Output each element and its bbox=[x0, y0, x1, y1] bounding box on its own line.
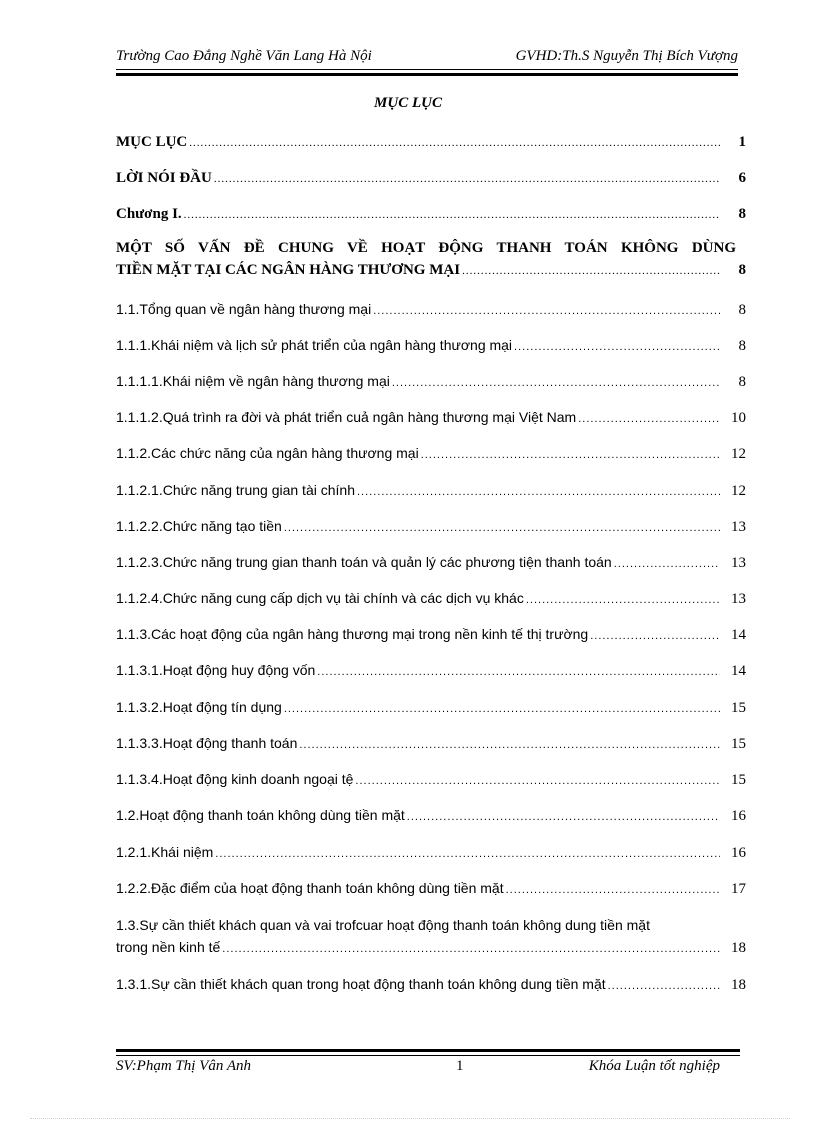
toc-entry-label: LỜI NÓI ĐẦU bbox=[116, 170, 212, 186]
toc-entry-label: trong nền kinh tế bbox=[116, 939, 221, 955]
toc-entry-page: 8 bbox=[738, 374, 746, 390]
toc-entry[interactable] bbox=[116, 406, 748, 428]
toc-leader bbox=[284, 698, 720, 720]
toc-entry-page: 14 bbox=[731, 627, 746, 643]
header-school: Trường Cao Đẳng Nghề Văn Lang Hà Nội bbox=[116, 48, 372, 64]
toc-entry[interactable] bbox=[116, 370, 748, 392]
toc-entry-label: 1.1.3.Các hoạt động của ngân hàng thương mại trong nền kinh tế thị trường bbox=[116, 626, 589, 642]
toc-entry-label: 1.2.Hoạt động thanh toán không dùng tiền mặt bbox=[116, 807, 405, 823]
toc-entry-label: 1.1.2.Các chức năng của ngân hàng thương mại bbox=[116, 445, 419, 461]
toc-entry-label: 1.1.2.4.Chức năng cung cấp dịch vụ tài chính và các dịch vụ khác bbox=[116, 590, 524, 606]
header-rule bbox=[116, 69, 738, 70]
header-advisor: GVHD:Th.S Nguyễn Thị Bích Vượng bbox=[515, 48, 738, 64]
toc-entry-page: 13 bbox=[731, 555, 746, 571]
toc-entry[interactable] bbox=[116, 732, 748, 754]
toc-leader bbox=[373, 300, 720, 322]
footer-student: SV:Phạm Thị Vân Anh bbox=[116, 1058, 251, 1074]
toc-entry-label: 1.2.1.Khái niệm bbox=[116, 844, 214, 860]
toc-entry-page: 14 bbox=[731, 663, 746, 679]
toc-entry[interactable] bbox=[116, 298, 748, 320]
toc-entry[interactable] bbox=[116, 623, 748, 645]
toc-entry[interactable] bbox=[116, 973, 748, 995]
toc-entry-label: TIỀN MẶT TẠI CÁC NGÂN HÀNG THƯƠNG MẠI bbox=[116, 262, 461, 278]
toc-entry-label: MỤC LỤC bbox=[116, 134, 188, 150]
toc-entry[interactable] bbox=[116, 167, 748, 189]
toc-entry-page: 6 bbox=[738, 170, 746, 186]
toc-leader bbox=[357, 481, 720, 503]
toc-entry-label: 1.2.2.Đặc điểm của hoạt động thanh toán không dùng tiền mặt bbox=[116, 880, 504, 896]
toc-entry-page: 13 bbox=[731, 519, 746, 535]
toc-leader bbox=[614, 553, 720, 575]
toc-leader bbox=[214, 168, 720, 190]
toc-leader bbox=[184, 204, 720, 226]
toc-entry-page: 16 bbox=[731, 845, 746, 861]
toc-entry-page: 8 bbox=[738, 262, 746, 278]
footer-rule bbox=[116, 1055, 740, 1056]
toc-entry-page: 10 bbox=[731, 410, 746, 426]
toc-entry[interactable] bbox=[116, 768, 748, 790]
toc-leader bbox=[526, 589, 720, 611]
toc-entry[interactable] bbox=[116, 334, 748, 356]
toc-entry-label: Chương I. bbox=[116, 206, 182, 222]
page-header bbox=[116, 48, 738, 68]
toc-leader bbox=[222, 938, 720, 960]
toc-entry-label: 1.1.2.3.Chức năng trung gian thanh toán và quản lý các phương tiện thanh toán bbox=[116, 554, 612, 570]
toc-entry-label: 1.1.Tổng quan về ngân hàng thương mại bbox=[116, 301, 372, 317]
toc-entry-page: 8 bbox=[738, 338, 746, 354]
toc-entry[interactable] bbox=[116, 551, 748, 573]
toc-entry-page: 13 bbox=[731, 591, 746, 607]
toc-leader bbox=[608, 975, 720, 997]
toc-leader bbox=[392, 372, 720, 394]
toc-entry-label: 1.3.1.Sự cần thiết khách quan trong hoạt động thanh toán không dung tiền mặt bbox=[116, 976, 606, 992]
toc-entry-page: 17 bbox=[731, 881, 746, 897]
toc-entry[interactable] bbox=[116, 587, 748, 609]
toc-entry-page: 8 bbox=[738, 302, 746, 318]
toc-entry[interactable] bbox=[116, 442, 748, 464]
toc-entry-label-line1: MỘT SỐ VẤN ĐỀ CHUNG VỀ HOẠT ĐỘNG THANH TOÁN KHÔNG DÙNG bbox=[116, 240, 736, 256]
toc-entry-chapter[interactable] bbox=[116, 237, 748, 281]
page-edge-divider bbox=[30, 1118, 790, 1119]
toc-entry[interactable] bbox=[116, 203, 748, 225]
toc-entry[interactable] bbox=[116, 479, 748, 501]
toc-entry-page: 1 bbox=[738, 134, 746, 150]
toc-leader bbox=[189, 132, 720, 154]
header-rule-thick bbox=[116, 73, 738, 76]
toc-leader bbox=[355, 770, 720, 792]
toc-entry-label: 1.1.3.2.Hoạt động tín dụng bbox=[116, 699, 282, 715]
toc-leader bbox=[299, 734, 720, 756]
footer-page-number: 1 bbox=[456, 1058, 464, 1074]
toc-entry-page: 12 bbox=[731, 483, 746, 499]
toc-entry-page: 8 bbox=[738, 206, 746, 222]
toc-entry-label: 1.1.3.3.Hoạt động thanh toán bbox=[116, 735, 298, 751]
toc-entry-label: 1.1.3.1.Hoạt động huy động vốn bbox=[116, 662, 316, 678]
toc-entry-label: 1.1.1.2.Quá trình ra đời và phát triển cuả ngân hàng thương mại Việt Nam bbox=[116, 409, 577, 425]
toc-leader bbox=[506, 879, 720, 901]
toc-leader bbox=[590, 625, 720, 647]
toc-entry-page: 15 bbox=[731, 772, 746, 788]
toc-leader bbox=[514, 336, 720, 358]
toc-entry-label: 1.1.2.1.Chức năng trung gian tài chính bbox=[116, 482, 355, 498]
footer-rule-thick bbox=[116, 1049, 740, 1052]
toc-leader bbox=[578, 408, 720, 430]
toc-entry-page: 18 bbox=[731, 940, 746, 956]
toc-entry-label: 1.1.1.1.Khái niệm về ngân hàng thương mại bbox=[116, 373, 390, 389]
toc-leader bbox=[462, 260, 720, 282]
toc-entry-label: 1.1.3.4.Hoạt động kinh doanh ngoại tệ bbox=[116, 771, 354, 787]
toc-entry[interactable] bbox=[116, 696, 748, 718]
toc-entry-page: 16 bbox=[731, 808, 746, 824]
toc-entry[interactable] bbox=[116, 131, 748, 153]
toc-entry-page: 15 bbox=[731, 700, 746, 716]
page-footer bbox=[116, 1058, 740, 1078]
toc-entry[interactable] bbox=[116, 841, 748, 863]
toc-leader bbox=[215, 843, 720, 865]
toc-entry[interactable] bbox=[116, 659, 748, 681]
toc-entry[interactable] bbox=[116, 804, 748, 826]
toc-entry-label: 1.1.2.2.Chức năng tạo tiền bbox=[116, 518, 282, 534]
toc-entry-label-line1: 1.3.Sự cần thiết khách quan và vai trofcuar hoạt động thanh toán không dung tiền mặt bbox=[116, 917, 650, 933]
toc-entry[interactable] bbox=[116, 877, 748, 899]
toc-leader bbox=[284, 517, 720, 539]
toc-entry-page: 18 bbox=[731, 977, 746, 993]
page-title: MỤC LỤC bbox=[374, 95, 442, 111]
toc-entry[interactable] bbox=[116, 515, 748, 537]
footer-document-type: Khóa Luận tốt nghiệp bbox=[588, 1058, 720, 1074]
toc-entry[interactable] bbox=[116, 914, 748, 958]
toc-entry-page: 15 bbox=[731, 736, 746, 752]
toc-entry-label: 1.1.1.Khái niệm và lịch sử phát triển của ngân hàng thương mại bbox=[116, 337, 513, 353]
toc-entry-page: 12 bbox=[731, 446, 746, 462]
toc-leader bbox=[317, 661, 720, 683]
toc-leader bbox=[421, 444, 720, 466]
toc-leader bbox=[407, 806, 720, 828]
